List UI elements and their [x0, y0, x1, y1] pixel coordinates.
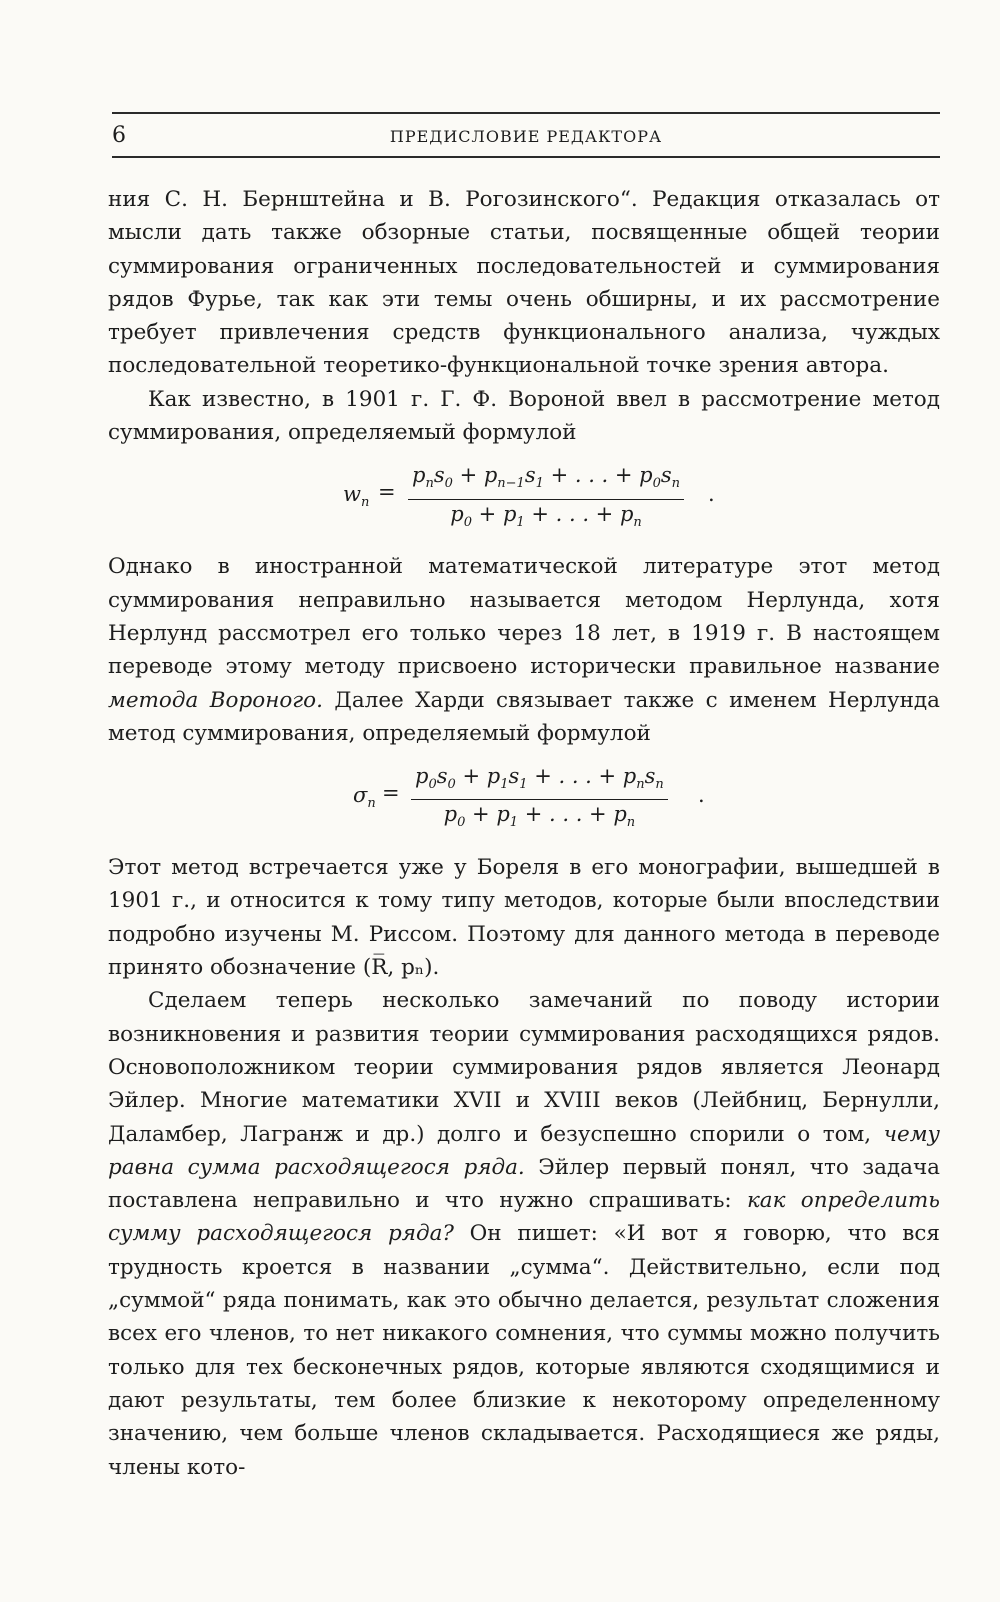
emphasis-voronoi-method: метода Вороного.	[108, 687, 323, 713]
emphasis-question-sum: чему равна сумма расходящегося ряда.	[108, 1121, 940, 1180]
page-header	[112, 112, 940, 158]
body-text	[108, 183, 940, 1484]
running-title: ПРЕДИСЛОВИЕ РЕДАКТОРА	[389, 127, 663, 146]
paragraph-5: Сделаем теперь несколько замечаний по поводу истории возникновения и развития теории суммирования расходящихся рядов. Основоположником теории суммирования рядов является Леонард Эйлер. Многие математики XVII и XVIII веков (Лейбниц, Бернулли, Даламбер, Лагранж и др.) долго и безуспешно спорили о том, чему равна сумма расходящегося ряда. Эйлер первый понял, что задача поставлена неправильно и что нужно спрашивать: как определить сумму расходящегося ряда? Он пишет: «И вот я говорю, что вся трудность кроется в названии „сумма“. Действительно, если под „суммой“ ряда понимать, как это обычно делается, результат сложения всех его членов, то нет никакого сомнения, что суммы можно получить только для тех бесконечных рядов, которые являются сходящимися и дают результаты, тем более близкие к некоторому определенному значению, чем больше членов складывается. Расходящиеся же ряды, члены кото-	[108, 988, 941, 1480]
formula-1-denominator: $p_0 + p_1$ + . . . + $p_n$	[450, 501, 642, 530]
emphasis-how-to-define: как определить сумму расходящегося ряда?	[108, 1188, 941, 1247]
formula-1-lhs: $w_n$	[343, 482, 370, 511]
page-number: 6	[112, 123, 126, 148]
formula-2-lhs: $\sigma_n$	[353, 783, 376, 812]
formula-1-numerator: $p_ns_0 + p_{n-1}s_1$ + . . . + $p_0s_n$	[412, 463, 681, 492]
formula-1-equals: =	[378, 480, 396, 505]
paragraph-2: Как известно, в 1901 г. Г. Ф. Вороной ввел в рассмотрение метод суммирования, определяемый формулой	[108, 386, 940, 446]
formula-riesz	[108, 762, 940, 842]
paragraph-1: ния С. Н. Бернштейна и В. Рогозинского“. Редакция отказалась от мысли дать также обзорные статьи, посвященные общей теории суммирования ограниченных последовательностей и суммирования рядов Фурье, так как эти темы очень обширны, и их рассмотрение требует привлечения средств функционального анализа, чуждых последовательной теоретико-функциональной точке зрения автора.	[108, 187, 940, 379]
formula-2-numerator: $p_0s_0 + p_1s_1$ + . . . + $p_ns_n$	[415, 764, 664, 793]
formula-2-denominator: $p_0 + p_1$ + . . . + $p_n$	[443, 802, 636, 831]
formula-2-period: .	[698, 783, 705, 808]
formula-1-fraction	[408, 461, 684, 536]
formula-2-equals: =	[382, 781, 400, 806]
paragraph-4: Этот метод встречается уже у Бореля в его монографии, вышедшей в 1901 г., и относится к тому типу методов, которые были впоследствии подробно изучены М. Риссом. Поэтому для данного метода в переводе принято обозначение (R̅, pₙ).	[108, 855, 940, 981]
paragraph-3: Однако в иностранной математической литературе этот метод суммирования неправильно называется методом Нерлунда, хотя Нерлунд рассмотрел его только через 18 лет, в 1919 г. В настоящем переводе этому методу присвоено исторически правильное название метода Вороного. Далее Харди связывает также с именем Нерлунда метод суммирования, определяемый формулой	[108, 554, 940, 746]
formula-voronoi	[108, 461, 940, 541]
formula-1-period: .	[708, 482, 715, 507]
formula-2-fraction	[411, 762, 668, 837]
